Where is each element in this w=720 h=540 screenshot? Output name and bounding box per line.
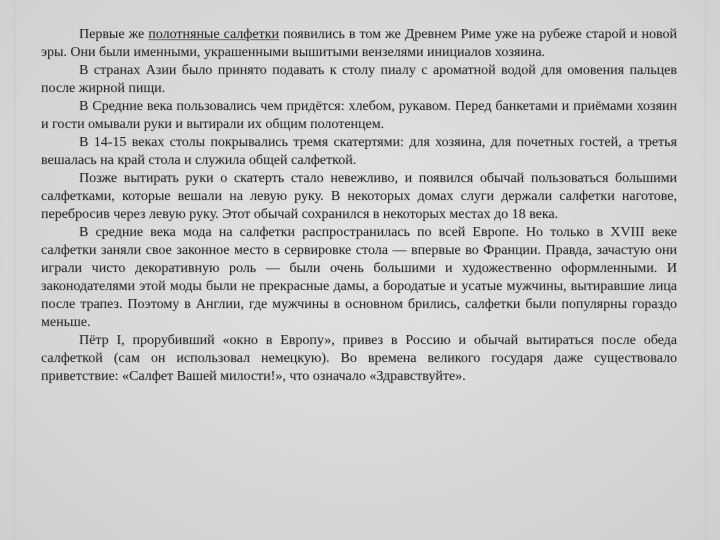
paragraph-peter-the-great: Пётр I, прорубивший «окно в Европу», привез в Россию и обычай вытираться после обеда салфеткой (сам он использовал немецкую). Во времена великого государя даже существовало приветствие: «Салфет Вашей милости!», что означало «Здравствуйте». bbox=[41, 333, 677, 384]
paragraph-asia: В странах Азии было принято подавать к столу пиалу с ароматной водой для омовения пальцев после жирной пищи. bbox=[41, 63, 677, 96]
paragraph-europe-fashion: В средние века мода на салфетки распространилась по всей Европе. Но только в XVIII веке салфетки заняли свое законное место в сервировке стола — впервые во Франции. Правда, зачастую они играли чисто декоративную роль — были очень большими и художественно оформленными. И законодателями этой моды были не прекрасные дамы, а бородатые и усатые мужчины, вытиравшие лица после трапез. Поэтому в Англии, где мужчины в основном брились, салфетки были популярны гораздо меньше. bbox=[41, 225, 677, 330]
paragraph-text: появились в том же Древнем Риме уже на рубеже старой и новой эры. Они были именными, украшенными вышитыми вензелями инициалов хозяина. bbox=[41, 27, 677, 60]
paragraph-large-napkins: Позже вытирать руки о скатерть стало невежливо, и появился обычай пользоваться большими салфетками, которые вешали на левую руку. В некоторых домах слуги держали салфетки наготове, перебросив через левую руку. Этот обычай сохранился в некоторых местах до 18 века. bbox=[41, 171, 677, 222]
paragraph-tablecloths: В 14-15 веках столы покрывались тремя скатертями: для хозяина, для почетных гостей, а третья вешалась на край стола и служила общей салфеткой. bbox=[41, 135, 677, 168]
underlined-term: полотняные салфетки bbox=[148, 27, 279, 42]
paragraph-text: Первые же bbox=[79, 27, 149, 42]
paragraph-middle-ages: В Средние века пользовались чем придётся: хлебом, рукавом. Перед банкетами и приёмами хозяин и гости омывали руки и вытирали их общим полотенцем. bbox=[41, 99, 677, 132]
slide-text bbox=[41, 26, 677, 386]
paragraph-roman-napkins bbox=[41, 26, 677, 62]
